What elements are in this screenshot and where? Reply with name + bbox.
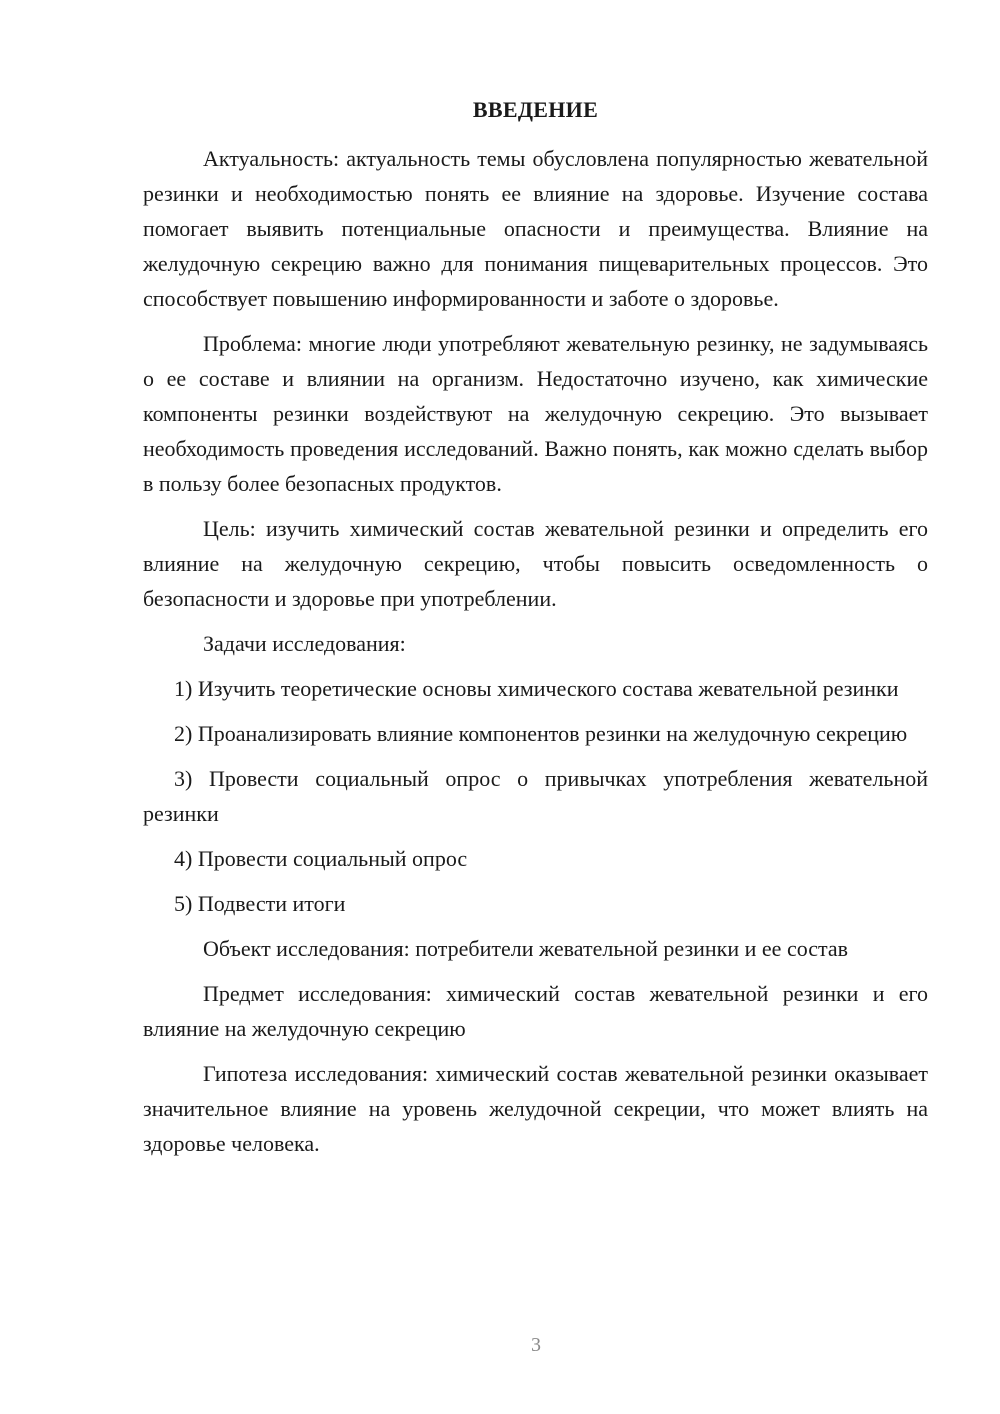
tasks-heading: Задачи исследования: — [203, 631, 406, 656]
task-item-3: 3) Провести социальный опрос о привычках употребления жевательной резинки — [143, 766, 928, 826]
paragraph-hypothesis: Гипотеза исследования: химический состав жевательной резинки оказывает значительное влияние на уровень желудочной секреции, что может влиять на здоровье человека. — [143, 1061, 928, 1156]
task-item-5: 5) Подвести итоги — [174, 891, 346, 916]
page-title: ВВЕДЕНИЕ — [472, 97, 599, 122]
paragraph-problem: Проблема: многие люди употребляют жевательную резинку, не задумываясь о ее составе и влиянии на организм. Недостаточно изучено, как химические компоненты резинки воздействуют на желудочную секрецию. Это вызывает необходимость проведения исследований. Важно понять, как можно сделать выбор в пользу более безопасных продуктов. — [143, 331, 928, 496]
task-item-4: 4) Провести социальный опрос — [174, 846, 468, 871]
paragraph-relevance: Актуальность: актуальность темы обусловлена популярностью жевательной резинки и необходимостью понять ее влияние на здоровье. Изучение состава помогает выявить потенциальные опасности и преимущества. Влияние на желудочную секрецию важно для понимания пищеварительных процессов. Это способствует повышению информированности и заботе о здоровье. — [143, 146, 928, 311]
task-item-1: 1) Изучить теоретические основы химического состава жевательной резинки — [174, 676, 899, 701]
paragraph-goal: Цель: изучить химический состав жевательной резинки и определить его влияние на желудочную секрецию, чтобы повысить осведомленность о безопасности и здоровье при употреблении. — [143, 516, 928, 611]
paragraph-subject: Предмет исследования: химический состав жевательной резинки и его влияние на желудочную секрецию — [143, 981, 928, 1041]
task-item-2: 2) Проанализировать влияние компонентов резинки на желудочную секрецию — [174, 721, 908, 746]
page-number: 3 — [531, 1334, 541, 1356]
document-page — [143, 92, 928, 1161]
paragraph-object: Объект исследования: потребители жевательной резинки и ее состав — [203, 936, 849, 961]
